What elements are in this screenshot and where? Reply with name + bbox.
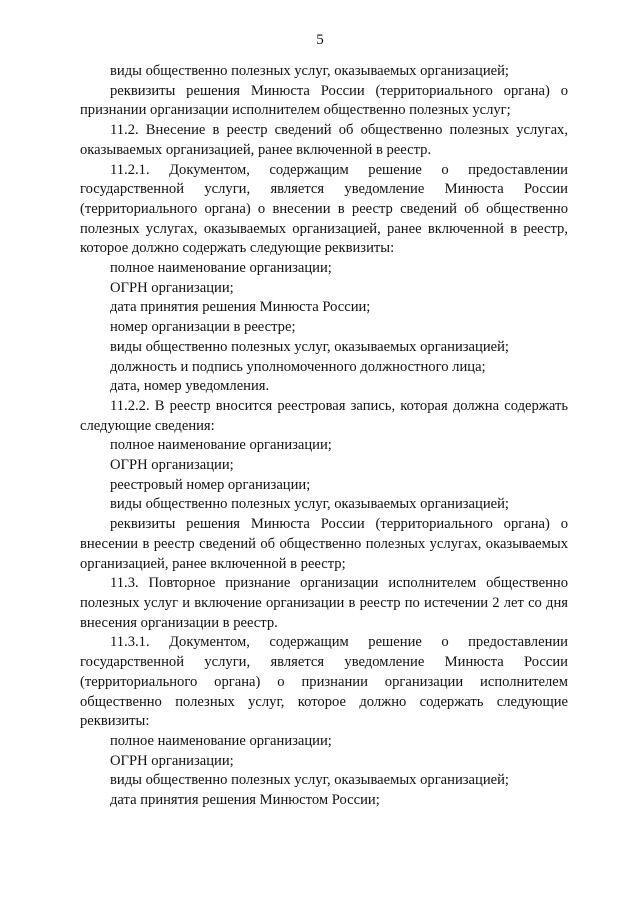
list-item: номер организации в реестре; <box>110 319 296 336</box>
list-item: полное наименование организации; <box>110 437 332 454</box>
list-item: ОГРН организации; <box>110 752 234 769</box>
paragraph-11-3-1: 11.3.1. Документом, содержащим решение о предоставлении государственной услуги, является уведомление Минюста России (территориального органа) о признании организации исполнителем общественно полезных услуг, которое должно содержать следующие реквизиты: <box>80 634 568 730</box>
list-item: реестровый номер организации; <box>110 476 311 493</box>
list-item: виды общественно полезных услуг, оказываемых организацией; <box>110 496 509 513</box>
section-heading-11-3: 11.3. Повторное признание организации исполнителем общественно полезных услуг и включение организации в реестр по истечении 2 лет со дня внесения организации в реестр. <box>80 575 568 631</box>
document-body <box>80 62 568 811</box>
list-item: дата принятия решения Минюстом России; <box>110 792 380 809</box>
paragraph-11-2-1: 11.2.1. Документом, содержащим решение о предоставлении государственной услуги, является уведомление Минюста России (территориального органа) о внесении в реестр сведений об общественно полезных услугах, оказываемых организацией, ранее включенной в реестр, которое должно содержать следующие реквизиты: <box>80 161 568 257</box>
list-item: ОГРН организации; <box>110 279 234 296</box>
paragraph: реквизиты решения Минюста России (территориального органа) о признании организации исполнителем общественно полезных услуг; <box>80 82 568 119</box>
list-item: ОГРН организации; <box>110 457 234 474</box>
section-heading-11-2: 11.2. Внесение в реестр сведений об общественно полезных услугах, оказываемых организацией, ранее включенной в реестр. <box>80 122 568 158</box>
list-item: полное наименование организации; <box>110 732 332 749</box>
list-item: дата принятия решения Минюста России; <box>110 299 371 316</box>
list-item: полное наименование организации; <box>110 260 332 277</box>
list-item: виды общественно полезных услуг, оказываемых организацией; <box>110 772 509 789</box>
list-item: реквизиты решения Минюста России (территориального органа) о внесении в реестр сведений об общественно полезных услугах, оказываемых организацией, ранее включенной в реестр; <box>80 516 568 572</box>
paragraph: виды общественно полезных услуг, оказываемых организацией; <box>110 63 509 79</box>
list-item: должность и подпись уполномоченного должностного лица; <box>110 358 486 375</box>
page-number: 5 <box>316 32 324 48</box>
list-item: виды общественно полезных услуг, оказываемых организацией; <box>110 338 509 355</box>
paragraph-11-2-2: 11.2.2. В реестр вносится реестровая запись, которая должна содержать следующие сведения: <box>80 397 568 434</box>
list-item: дата, номер уведомления. <box>110 378 270 395</box>
